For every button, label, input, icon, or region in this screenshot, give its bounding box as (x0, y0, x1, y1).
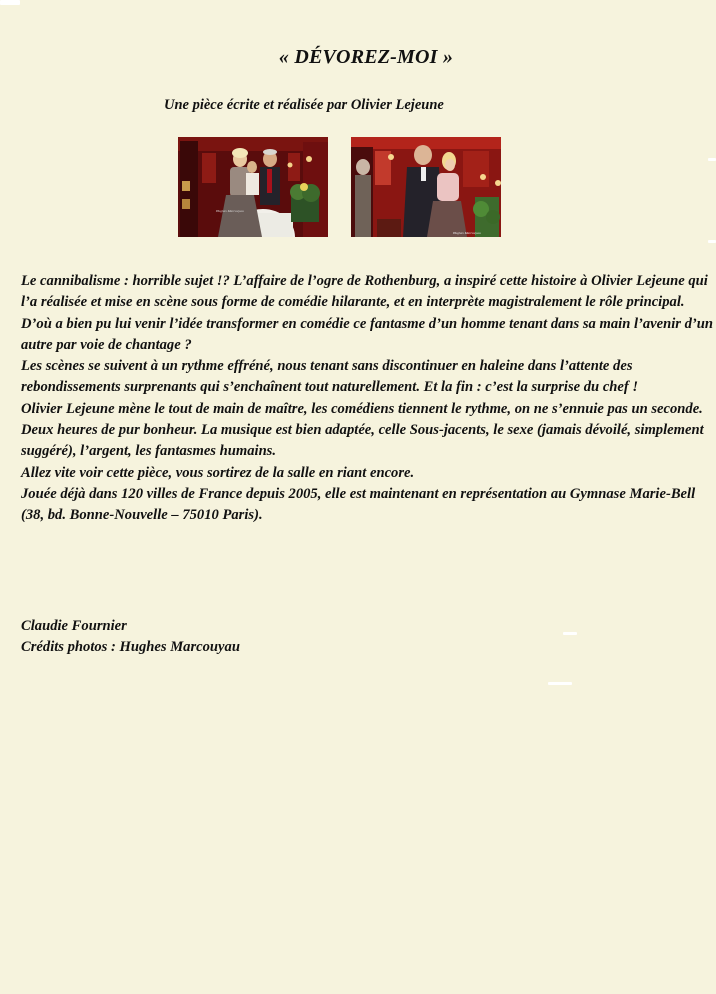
decorative-speck (563, 632, 577, 635)
stage-photo-1 (178, 137, 328, 237)
photo-credits: Crédits photos : Hughes Marcouyau (21, 639, 240, 656)
stage-photo-2 (351, 137, 501, 237)
paragraph: Jouée déjà dans 120 villes de France depuis 2005, elle est maintenant en représentation au Gymnase Marie-Bell (38, bd. Bonne-Nouvelle – 75010 Paris). (21, 485, 696, 524)
paragraph: Les scènes se suivent à un rythme effréné, nous tenant sans discontinuer en haleine dans l’attente des rebondissements surprenants qui s’enchaînent tout naturellement. Et la fin : c’est la surprise du chef ! (21, 358, 639, 396)
decorative-speck (0, 0, 20, 5)
page-title: « DÉVOREZ-MOI » (278, 46, 454, 68)
decorative-speck (548, 682, 572, 685)
photo-credit-watermark: Hughes Marcouyau (216, 209, 244, 213)
author-name: Claudie Fournier (21, 618, 127, 634)
article-signature (21, 616, 240, 659)
paragraph: D’où a bien pu lui venir l’idée transformer en comédie ce fantasme d’un homme tenant dans sa main l’avenir d’un autre par voie de chantage ? (21, 315, 714, 353)
paragraph: Olivier Lejeune mène le tout de main de maître, les comédiens tiennent le rythme, on ne s’ennuie pas un seconde. Deux heures de pur bonheur. La musique est bien adaptée, celle Sous-jacents, le sexe (jamais dévoilé, simplement suggéré), l’argent, les fantasmes humains. (21, 400, 704, 460)
decorative-speck (708, 158, 716, 161)
page-subtitle: Une pièce écrite et réalisée par Olivier Lejeune (164, 97, 444, 113)
paragraph: Le cannibalisme : horrible sujet !? L’affaire de l’ogre de Rothenburg, a inspiré cette histoire à Olivier Lejeune qui l’a réalisée et mise en scène sous forme de comédie hilarante, et en interprète magistralement le rôle principal. (21, 273, 708, 311)
paragraph: Allez vite voir cette pièce, vous sortirez de la salle en riant encore. (21, 464, 415, 481)
photo-credit-watermark: Hughes Marcouyau (453, 231, 481, 235)
article-body (21, 271, 715, 527)
decorative-speck (708, 240, 716, 243)
